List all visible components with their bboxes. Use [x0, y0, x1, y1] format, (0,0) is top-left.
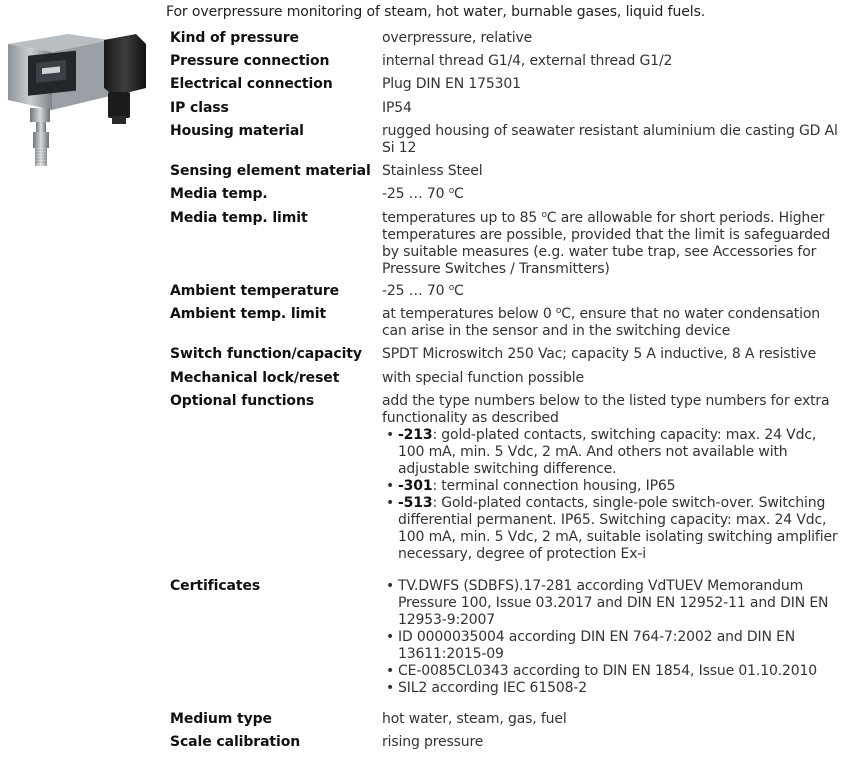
spec-value: internal thread G1/4, external thread G1/2	[382, 53, 673, 69]
degree-symbol: o	[448, 186, 455, 196]
spec-label: Ambient temp. limit	[170, 306, 327, 322]
spec-value	[382, 306, 840, 340]
spec-value: hot water, steam, gas, fuel	[382, 711, 567, 727]
list-item: • ID 0000035004 according DIN EN 764-7:2002 and DIN EN 13611:2015-09	[382, 629, 840, 663]
option-list	[382, 427, 840, 563]
list-item: • SIL2 according IEC 61508-2	[382, 680, 840, 697]
spec-label: Mechanical lock/reset	[170, 370, 340, 386]
spec-label: Scale calibration	[170, 734, 301, 750]
value-text: at temperatures below 0	[382, 306, 556, 322]
spec-value: Plug DIN EN 175301	[382, 76, 521, 92]
value-text: C	[454, 283, 464, 299]
spec-value: IP54	[382, 100, 412, 116]
value-text: -25 … 70	[382, 186, 449, 202]
spec-value: rugged housing of seawater resistant aluminium die casting GD Al Si 12	[382, 123, 838, 156]
spec-value: SPDT Microswitch 250 Vac; capacity 5 A inductive, 8 A resistive	[382, 346, 817, 362]
spec-value: Stainless Steel	[382, 163, 483, 179]
value-text: temperatures up to 85	[382, 210, 542, 226]
spec-label: Certificates	[170, 578, 261, 594]
spec-label: Pressure connection	[170, 53, 330, 69]
spec-value	[382, 186, 840, 203]
option-text: : Gold-plated contacts, single-pole switch-over. Switching differential permanent. IP65. Switching capacity: max. 24 Vdc, 100 mA, min. 5 Vdc, 2 mA, suitable isolating switching amplifier necessary, degree of protection Ex-i	[398, 495, 838, 562]
spec-label: Kind of pressure	[170, 30, 299, 46]
spec-label: Switch function/capacity	[170, 346, 362, 362]
spec-label: Optional functions	[170, 393, 315, 409]
option-text: : terminal connection housing, IP65	[432, 478, 676, 494]
spec-label: Electrical connection	[170, 76, 333, 92]
spec-label: Housing material	[170, 123, 304, 139]
spec-value	[382, 578, 840, 697]
spec-value	[382, 393, 840, 563]
spec-label: Sensing element material	[170, 163, 371, 179]
spec-label: Media temp.	[170, 186, 268, 202]
option-code: -513	[398, 495, 433, 511]
spec-value: rising pressure	[382, 734, 484, 750]
value-text: C are allowable for short periods. Higher temperatures are possible, provided that the limit is safeguarded by suitable measures (e.g. water tube trap, see Accessories for Pressure Switches / Transmitters)	[382, 210, 831, 277]
option-text: : gold-plated contacts, switching capacity: max. 24 Vdc, 100 mA, min. 5 Vdc, 2 mA. And others not available with adjustable switching difference.	[398, 427, 817, 477]
value-text: C	[454, 186, 464, 202]
spec-value	[382, 210, 840, 278]
spec-value: with special function possible	[382, 370, 584, 386]
degree-symbol: o	[448, 283, 455, 293]
option-code: -301	[398, 478, 433, 494]
option-code: -213	[398, 427, 433, 443]
intro-text: For overpressure monitoring of steam, hot water, burnable gases, liquid fuels.	[166, 4, 706, 20]
spec-label: Ambient temperature	[170, 283, 340, 299]
spec-label: Media temp. limit	[170, 210, 308, 226]
value-text: -25 … 70	[382, 283, 449, 299]
list-item	[382, 495, 840, 563]
list-item	[382, 427, 840, 478]
degree-symbol: o	[541, 210, 547, 220]
pressure-switch-image	[6, 32, 162, 172]
spec-value: overpressure, relative	[382, 30, 533, 46]
list-item: • TV.DWFS (SDBFS).17-281 according VdTUEV Memorandum Pressure 100, Issue 03.2017 and DIN EN 12952-11 and DIN EN 12953-9:2007	[382, 578, 840, 629]
spec-label: IP class	[170, 100, 229, 116]
list-item: • CE-0085CL0343 according to DIN EN 1854, Issue 01.10.2010	[382, 663, 840, 680]
spec-label: Medium type	[170, 711, 272, 727]
certificate-list	[382, 578, 840, 697]
list-item	[382, 478, 840, 495]
value-text: add the type numbers below to the listed type numbers for extra functionality as described	[382, 393, 830, 426]
value-text: C, ensure that no water condensation can arise in the sensor and in the switching device	[382, 306, 820, 339]
degree-symbol: o	[555, 306, 562, 316]
spec-value	[382, 283, 840, 300]
